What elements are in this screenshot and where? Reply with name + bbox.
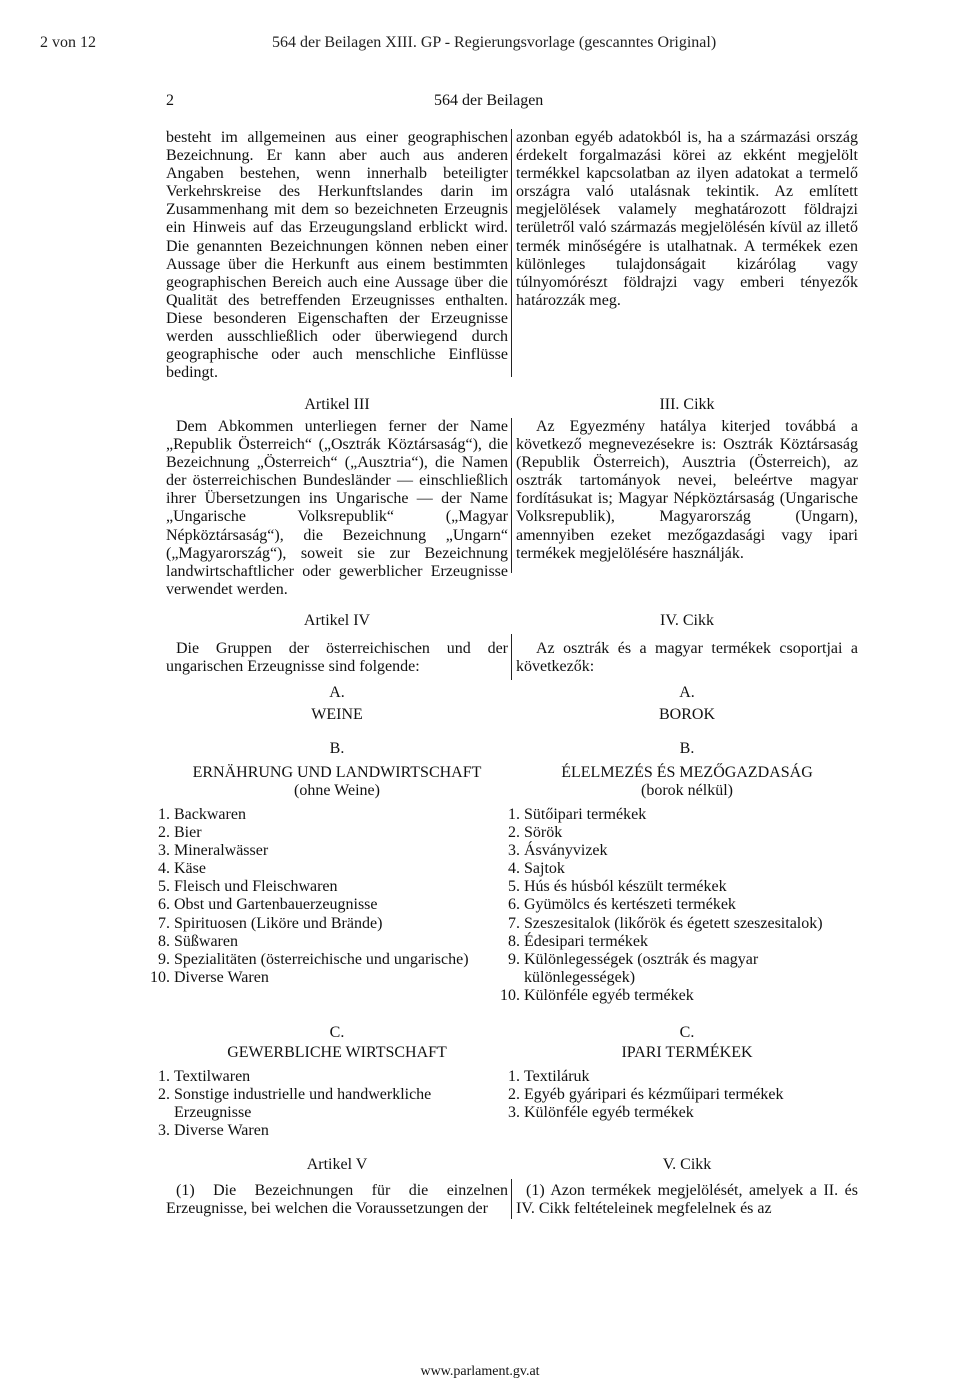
list-item-text: Sonstige industrielle und handwerkliche Erzeugnisse <box>174 1086 432 1122</box>
list-item-text: Textiláruk <box>524 1068 590 1085</box>
article-4-text-de: Die Gruppen der österreichischen und der ungarischen Erzeugnisse sind folgende: <box>166 640 508 676</box>
list-item-number: 3. <box>508 1104 520 1122</box>
list-item-number: 2. <box>508 1086 520 1104</box>
intro-paragraph-hu: azonban egyéb adatokból is, ha a származási ország érdekelt forgalmazási körei az ekként megjelölt termékkel kapcsolatban az ilyen adatokat a termelő országra való utalásnak tekintik. Az említett megjelölések valamely meghatározott földrajzi területről való származás megjelölésén kívül az illető termék minőségére is utalhatnak. A termékek ezen különleges tulajdonságait kizárólag vagy túlnyomórészt földrajzi vagy emberi tényezők határozzák meg. <box>516 129 858 309</box>
list-item-text: Spezialitäten (österreichische und ungarische) <box>174 950 469 968</box>
list-item <box>490 987 858 1005</box>
list-item-text: Egyéb gyáripari és kézműipari termékek <box>524 1086 784 1104</box>
list-item <box>490 824 858 842</box>
group-c-title-hu: IPARI TERMÉKEK <box>621 1044 753 1061</box>
running-title: 564 der Beilagen <box>434 92 544 109</box>
list-item <box>140 969 508 987</box>
list-item-text: Szeszesitalok (likőrök és égetett szeszesitalok) <box>524 914 823 932</box>
group-b-subtitle-de: (ohne Weine) <box>294 782 380 799</box>
group-c-letter-hu: C. <box>679 1024 695 1041</box>
group-c-list-hu <box>490 1068 858 1122</box>
list-item-text: Textilwaren <box>174 1068 251 1085</box>
list-item-text: Különféle egyéb termékek <box>524 1104 694 1122</box>
list-item-number: 1. <box>158 1068 170 1085</box>
group-c-title-de: GEWERBLICHE WIRTSCHAFT <box>227 1044 447 1061</box>
list-item-number: 8. <box>508 932 520 950</box>
list-item-text: Mineralwässer <box>174 842 269 860</box>
list-item-number: 7. <box>158 914 170 932</box>
group-c-letter-de: C. <box>329 1024 345 1041</box>
group-b-letter-hu: B. <box>679 740 695 757</box>
group-b-title-de: ERNÄHRUNG UND LANDWIRTSCHAFT <box>192 764 482 781</box>
list-item <box>490 1068 858 1086</box>
intro-paragraph-de: besteht im allgemeinen aus einer geographischen Bezeichnung. Er kann aber auch aus anderen Angaben bestehen, wenn innerhalb beteiligter Verkehrskreise des Herkunftslandes darin im Zusammenhang mit dem so bezeichneten Erzeugnis ein Hinweis auf das Erzeugungsland erblickt wird. Die genannten Bezeichnungen können neben einer Aussage über die Herkunft aus einem bestimmten geographischen Bereich auch eine Aussage über die Qualität des betreffenden Erzeugnisses enthalten. Diese besonderen Eigenschaften der Erzeugnisse werden ausschließlich oder überwiegend durch geographische oder auch menschliche Einflüsse bedingt. <box>166 129 508 382</box>
list-item-text: Sütőipari termékek <box>524 806 647 823</box>
list-item-number: 4. <box>158 860 170 878</box>
article-3-text-hu: Az Egyezmény hatálya kiterjed továbbá a következő megnevezésekre is: Osztrák Köztársaság (Republik Österreich), Ausztria (Österreich), az osztrák tartományok nevei, beleértve magyar fordításukat is; Magyar Népköztársaság (Ungarische Volksrepublik), Magyarország (Ungarn), amennyiben ezeket mezőgazdasági vagy ipari termékek megjelölésére használják. <box>516 418 858 562</box>
list-item <box>140 933 508 951</box>
list-item <box>490 933 858 951</box>
list-item-number: 1. <box>158 806 170 823</box>
group-c-list-de <box>140 1068 508 1140</box>
column-divider <box>511 1179 512 1219</box>
list-item-text: Ásványvizek <box>524 842 608 860</box>
list-item-text: Sörök <box>524 824 563 842</box>
list-item-text: Diverse Waren <box>174 968 269 986</box>
list-item <box>490 1086 858 1104</box>
list-item-text: Käse <box>174 860 206 878</box>
list-item-number: 1. <box>508 1068 520 1085</box>
list-item <box>490 806 858 824</box>
list-item-text: Édesipari termékek <box>524 932 648 950</box>
group-a-title-hu: BOROK <box>658 706 715 723</box>
footer-url[interactable]: www.parlament.gv.at <box>420 1364 540 1379</box>
list-item-number: 4. <box>508 860 520 878</box>
list-item-text: Gyümölcs és kertészeti termékek <box>524 896 736 914</box>
article-5-title-de: Artikel V <box>306 1156 368 1173</box>
list-item-text: Különféle egyéb termékek <box>524 986 694 1004</box>
column-divider <box>511 634 512 680</box>
list-item-number: 9. <box>508 950 520 968</box>
list-item-number: 1. <box>508 806 520 823</box>
list-item <box>490 860 858 878</box>
list-item <box>140 896 508 914</box>
list-item-number: 2. <box>158 1086 170 1104</box>
list-item <box>490 878 858 896</box>
article-3-title-de: Artikel III <box>304 396 370 413</box>
list-item-text: Süßwaren <box>174 932 238 950</box>
column-divider <box>511 129 512 377</box>
list-item <box>140 878 508 896</box>
list-item <box>140 806 508 824</box>
article-5-text-de: (1) Die Bezeichnungen für die einzelnen Erzeugnisse, bei welchen die Voraussetzungen der <box>166 1182 508 1218</box>
list-item-number: 6. <box>508 896 520 914</box>
list-item-number: 3. <box>158 1122 170 1140</box>
list-item <box>140 1086 508 1122</box>
article-5-title-hu: V. Cikk <box>662 1156 712 1173</box>
list-item <box>490 951 858 987</box>
list-item <box>140 1122 508 1140</box>
group-b-title-hu: ÉLELMEZÉS ÉS MEZŐGAZDASÁG <box>561 764 813 781</box>
list-item <box>140 1068 508 1086</box>
list-item <box>140 915 508 933</box>
group-b-list-de <box>140 806 508 987</box>
list-item-number: 9. <box>158 950 170 968</box>
list-item-number: 3. <box>158 842 170 860</box>
list-item-number: 7. <box>508 914 520 932</box>
list-item-text: Különlegességek (osztrák és magyar különlegességek) <box>524 950 759 986</box>
list-item <box>140 842 508 860</box>
list-item-number: 6. <box>158 896 170 914</box>
list-item-number: 5. <box>508 878 520 896</box>
list-item-text: Backwaren <box>174 806 246 823</box>
list-item <box>140 860 508 878</box>
list-item-number: 10. <box>150 968 170 986</box>
list-item-number: 5. <box>158 878 170 896</box>
list-item-number: 10. <box>500 986 520 1004</box>
page-indicator: 2 von 12 <box>40 34 96 51</box>
group-a-letter-hu: A. <box>679 684 695 701</box>
list-item-text: Diverse Waren <box>174 1122 269 1140</box>
article-4-title-hu: IV. Cikk <box>660 612 714 629</box>
list-item-number: 2. <box>508 824 520 842</box>
list-item-text: Bier <box>174 824 202 842</box>
list-item <box>140 824 508 842</box>
article-3-title-hu: III. Cikk <box>659 396 715 413</box>
group-b-letter-de: B. <box>329 740 345 757</box>
document-title: 564 der Beilagen XIII. GP - Regierungsvorlage (gescanntes Original) <box>272 34 717 51</box>
list-item-number: 8. <box>158 932 170 950</box>
list-item-text: Sajtok <box>524 860 565 878</box>
article-4-title-de: Artikel IV <box>303 612 371 629</box>
list-item <box>490 842 858 860</box>
article-4-text-hu: Az osztrák és a magyar termékek csoportjai a következők: <box>516 640 858 676</box>
list-item <box>490 1104 858 1122</box>
list-item <box>490 915 858 933</box>
group-a-title-de: WEINE <box>311 706 363 723</box>
group-b-subtitle-hu: (borok nélkül) <box>641 782 733 799</box>
page-number: 2 <box>166 92 174 109</box>
list-item-text: Hús és húsból készült termékek <box>524 878 727 896</box>
group-a-letter-de: A. <box>329 684 345 701</box>
list-item-text: Obst und Gartenbauerzeugnisse <box>174 896 378 914</box>
list-item <box>490 896 858 914</box>
column-divider <box>511 418 512 573</box>
list-item-text: Spirituosen (Liköre und Brände) <box>174 914 383 932</box>
article-3-text-de: Dem Abkommen unterliegen ferner der Name „Republik Österreich“ („Osztrák Köztársaság“), die Bezeichnung „Österreich“ („Ausztria“), die Namen der österreichischen Bundesländer — einschließlich ihrer Übersetzungen ins Ungarische — der Name „Ungarische Volksrepublik“ („Magyar Népköztársaság“), die Bezeichnung „Ungarn“ („Magyarország“), soweit sie zur Bezeichnung landwirtschaftlicher oder gewerblicher Erzeugnisse verwendet werden. <box>166 418 508 598</box>
list-item-number: 3. <box>508 842 520 860</box>
list-item-text: Fleisch und Fleischwaren <box>174 878 338 896</box>
group-b-list-hu <box>490 806 858 1005</box>
list-item <box>140 951 508 969</box>
article-5-text-hu: (1) Azon termékek megjelölését, amelyek a II. és IV. Cikk feltételeinek megfelelnek és az <box>516 1182 858 1218</box>
list-item-number: 2. <box>158 824 170 842</box>
